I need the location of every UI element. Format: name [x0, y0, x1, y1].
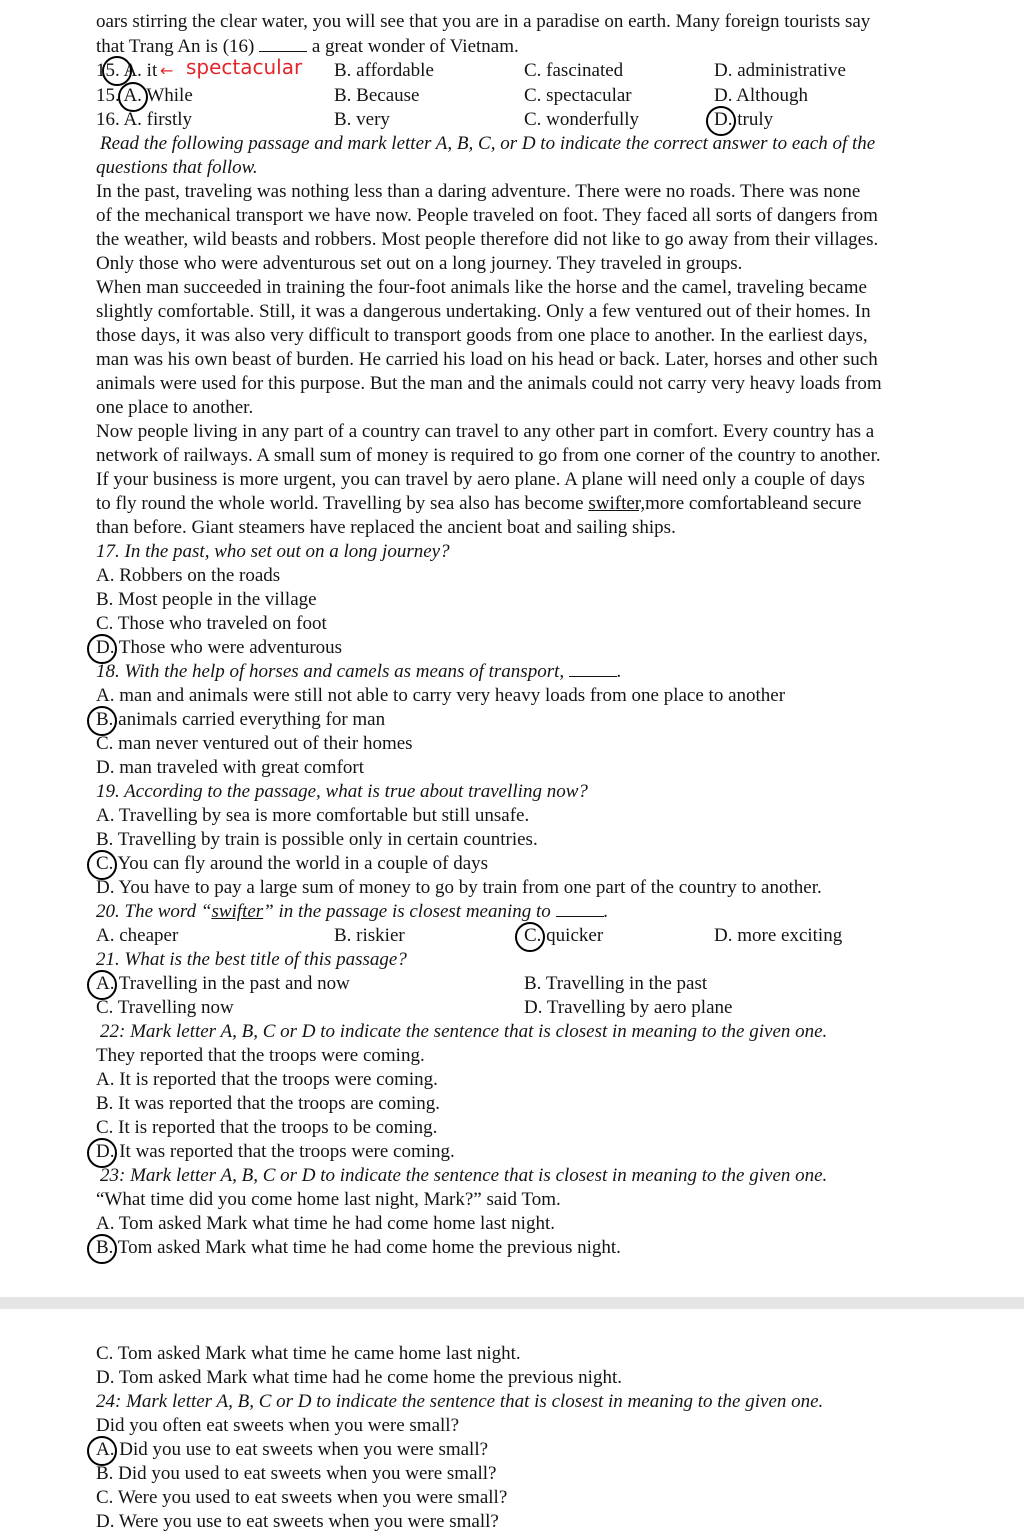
q24-given-sentence: Did you often eat sweets when you were small? — [96, 1415, 460, 1436]
passage-line: network of railways. A small sum of money is required to go from one corner of the country to another. — [96, 445, 881, 466]
q15-option-d[interactable]: D. administrative — [714, 60, 846, 81]
q18-question: 18. With the help of horses and camels as means of transport, . — [96, 661, 622, 682]
q22-option-b[interactable]: B. It was reported that the troops are coming. — [96, 1093, 441, 1114]
q19-option-d[interactable]: D. You have to pay a large sum of money to go by train from one part of the country to another. — [96, 877, 822, 898]
q24-option-c[interactable]: C. Were you used to eat sweets when you were small? — [96, 1487, 508, 1508]
arrow-left-icon: ← — [160, 61, 174, 80]
q15b-option-b[interactable]: B. Because — [334, 85, 420, 106]
answer-blank — [259, 35, 307, 52]
q23-option-c[interactable]: C. Tom asked Mark what time he came home last night. — [96, 1343, 521, 1364]
q20-question: 20. The word “swifter” in the passage is closest meaning to . — [96, 901, 609, 922]
q19-option-c[interactable]: C. You can fly around the world in a couple of days — [96, 853, 489, 874]
q17-option-a[interactable]: A. Robbers on the roads — [96, 565, 281, 586]
q23-option-b[interactable]: B. Tom asked Mark what time he had come home the previous night. — [96, 1237, 621, 1258]
passage-line: the weather, wild beasts and robbers. Most people therefore did not like to go away from their villages. — [96, 229, 879, 250]
circle-mark-icon — [87, 850, 117, 880]
q15-option-a[interactable]: A. it — [123, 60, 158, 81]
reading-instruction-1: Read the following passage and mark letter A, B, C, or D to indicate the correct answer to each of the — [100, 133, 876, 154]
q20-option-d[interactable]: D. more exciting — [714, 925, 843, 946]
q21-options-row1 — [96, 972, 952, 996]
intro-line-1: oars stirring the clear water, you will see that you are in a paradise on earth. Many foreign tourists say — [96, 11, 871, 32]
q19-option-a[interactable]: A. Travelling by sea is more comfortable but still unsafe. — [96, 805, 530, 826]
handwritten-answer-note: spectacular — [186, 55, 303, 79]
q24-option-d[interactable]: D. Were you use to eat sweets when you were small? — [96, 1511, 499, 1532]
q15b-options — [96, 84, 952, 108]
q15-number: 15. — [96, 60, 120, 81]
circle-mark-icon — [87, 1436, 117, 1466]
passage-line: those days, it was also very difficult to transport goods from one place to another. In the earliest days, — [96, 325, 868, 346]
q20-option-a[interactable]: A. cheaper — [96, 925, 179, 946]
q23-option-a[interactable]: A. Tom asked Mark what time he had come home last night. — [96, 1213, 555, 1234]
passage-line: When man succeeded in training the four-foot animals like the horse and the camel, traveling became — [96, 277, 867, 298]
circle-mark-icon — [87, 706, 117, 736]
q22-option-d[interactable]: D. It was reported that the troops were coming. — [96, 1141, 455, 1162]
q16-number: 16. — [96, 109, 120, 130]
circle-mark-icon — [118, 82, 148, 112]
passage-line: Now people living in any part of a country can travel to any other part in comfort. Every country has a — [96, 421, 875, 442]
q18-option-d[interactable]: D. man traveled with great comfort — [96, 757, 365, 778]
q15b-option-c[interactable]: C. spectacular — [524, 85, 632, 106]
q24-option-b[interactable]: B. Did you used to eat sweets when you were small? — [96, 1463, 497, 1484]
passage-line: man was his own beast of burden. He carried his load on his head or back. Later, horses and other such — [96, 349, 878, 370]
passage-line: In the past, traveling was nothing less than a daring adventure. There were no roads. There was none — [96, 181, 861, 202]
intro-line-2: that Trang An is (16) a great wonder of Vietnam. — [96, 36, 519, 57]
q21-option-a[interactable]: A. Travelling in the past and now — [96, 973, 350, 994]
circle-mark-icon — [87, 970, 117, 1000]
passage-line: than before. Giant steamers have replaced the ancient boat and sailing ships. — [96, 517, 676, 538]
circle-mark-icon — [87, 1138, 117, 1168]
q23-option-d[interactable]: D. Tom asked Mark what time had he come home the previous night. — [96, 1367, 622, 1388]
q22-instruction: 22: Mark letter A, B, C or D to indicate the sentence that is closest in meaning to the given one. — [100, 1021, 828, 1042]
q20-option-b[interactable]: B. riskier — [334, 925, 405, 946]
circle-mark-icon — [515, 922, 545, 952]
q21-question: 21. What is the best title of this passage? — [96, 949, 407, 970]
q22-option-a[interactable]: A. It is reported that the troops were coming. — [96, 1069, 438, 1090]
q19-question: 19. According to the passage, what is true about travelling now? — [96, 781, 588, 802]
circle-mark-icon — [87, 1234, 117, 1264]
q24-instruction: 24: Mark letter A, B, C or D to indicate the sentence that is closest in meaning to the given one. — [96, 1391, 824, 1412]
passage-line: one place to another. — [96, 397, 254, 418]
q15b-number: 15. — [96, 85, 120, 106]
q22-given-sentence: They reported that the troops were coming. — [96, 1045, 425, 1066]
q23-given-sentence: “What time did you come home last night, Mark?” said Tom. — [96, 1189, 561, 1210]
passage-line: If your business is more urgent, you can travel by aero plane. A plane will need only a couple of days — [96, 469, 865, 490]
q16-option-d[interactable]: D. truly — [714, 109, 774, 130]
q20-option-c[interactable]: C. quicker — [524, 925, 604, 946]
q18-option-a[interactable]: A. man and animals were still not able to carry very heavy loads from one place to another — [96, 685, 786, 706]
q21-option-d[interactable]: D. Travelling by aero plane — [524, 997, 733, 1018]
passage-line: animals were used for this purpose. But the man and the animals could not carry very heavy loads from — [96, 373, 882, 394]
q15b-option-a[interactable]: A. While — [123, 85, 193, 106]
q15b-option-d[interactable]: D. Although — [714, 85, 808, 106]
q18-option-b[interactable]: B. animals carried everything for man — [96, 709, 386, 730]
passage-line: to fly round the whole world. Travelling by sea also has become swifter,more comfortableand secure — [96, 493, 862, 514]
q24-option-a[interactable]: A. Did you use to eat sweets when you were small? — [96, 1439, 489, 1460]
q18-option-c[interactable]: C. man never ventured out of their homes — [96, 733, 413, 754]
q23-instruction: 23: Mark letter A, B, C or D to indicate the sentence that is closest in meaning to the given one. — [100, 1165, 828, 1186]
q16-options — [96, 108, 952, 132]
page-separator — [0, 1297, 1024, 1309]
q17-option-d[interactable]: D. Those who were adventurous — [96, 637, 343, 658]
underlined-word-swifter: swifter, — [588, 493, 646, 514]
passage-line: Only those who were adventurous set out on a long journey. They traveled in groups. — [96, 253, 743, 274]
circle-mark-icon — [102, 56, 132, 86]
answer-blank — [556, 900, 604, 917]
q17-option-b[interactable]: B. Most people in the village — [96, 589, 317, 610]
q16-option-c[interactable]: C. wonderfully — [524, 109, 640, 130]
reading-instruction-2: questions that follow. — [96, 157, 258, 178]
passage-line: slightly comfortable. Still, it was a dangerous undertaking. Only a few ventured out of their homes. In — [96, 301, 871, 322]
q16-option-a[interactable]: A. firstly — [123, 109, 193, 130]
circle-mark-icon — [706, 106, 736, 136]
q21-option-c[interactable]: C. Travelling now — [96, 997, 234, 1018]
q17-option-c[interactable]: C. Those who traveled on foot — [96, 613, 327, 634]
answer-blank — [569, 660, 617, 677]
underlined-word-swifter: swifter — [211, 901, 264, 922]
q15-option-b[interactable]: B. affordable — [334, 60, 434, 81]
q15-option-c[interactable]: C. fascinated — [524, 60, 624, 81]
q21-options-row2 — [96, 996, 952, 1020]
q19-option-b[interactable]: B. Travelling by train is possible only in certain countries. — [96, 829, 538, 850]
q22-option-c[interactable]: C. It is reported that the troops to be coming. — [96, 1117, 438, 1138]
q21-option-b[interactable]: B. Travelling in the past — [524, 973, 708, 994]
q17-question: 17. In the past, who set out on a long journey? — [96, 541, 450, 562]
circle-mark-icon — [87, 634, 117, 664]
q16-option-b[interactable]: B. very — [334, 109, 390, 130]
passage-line: of the mechanical transport we have now. People traveled on foot. They faced all sorts of dangers from — [96, 205, 878, 226]
